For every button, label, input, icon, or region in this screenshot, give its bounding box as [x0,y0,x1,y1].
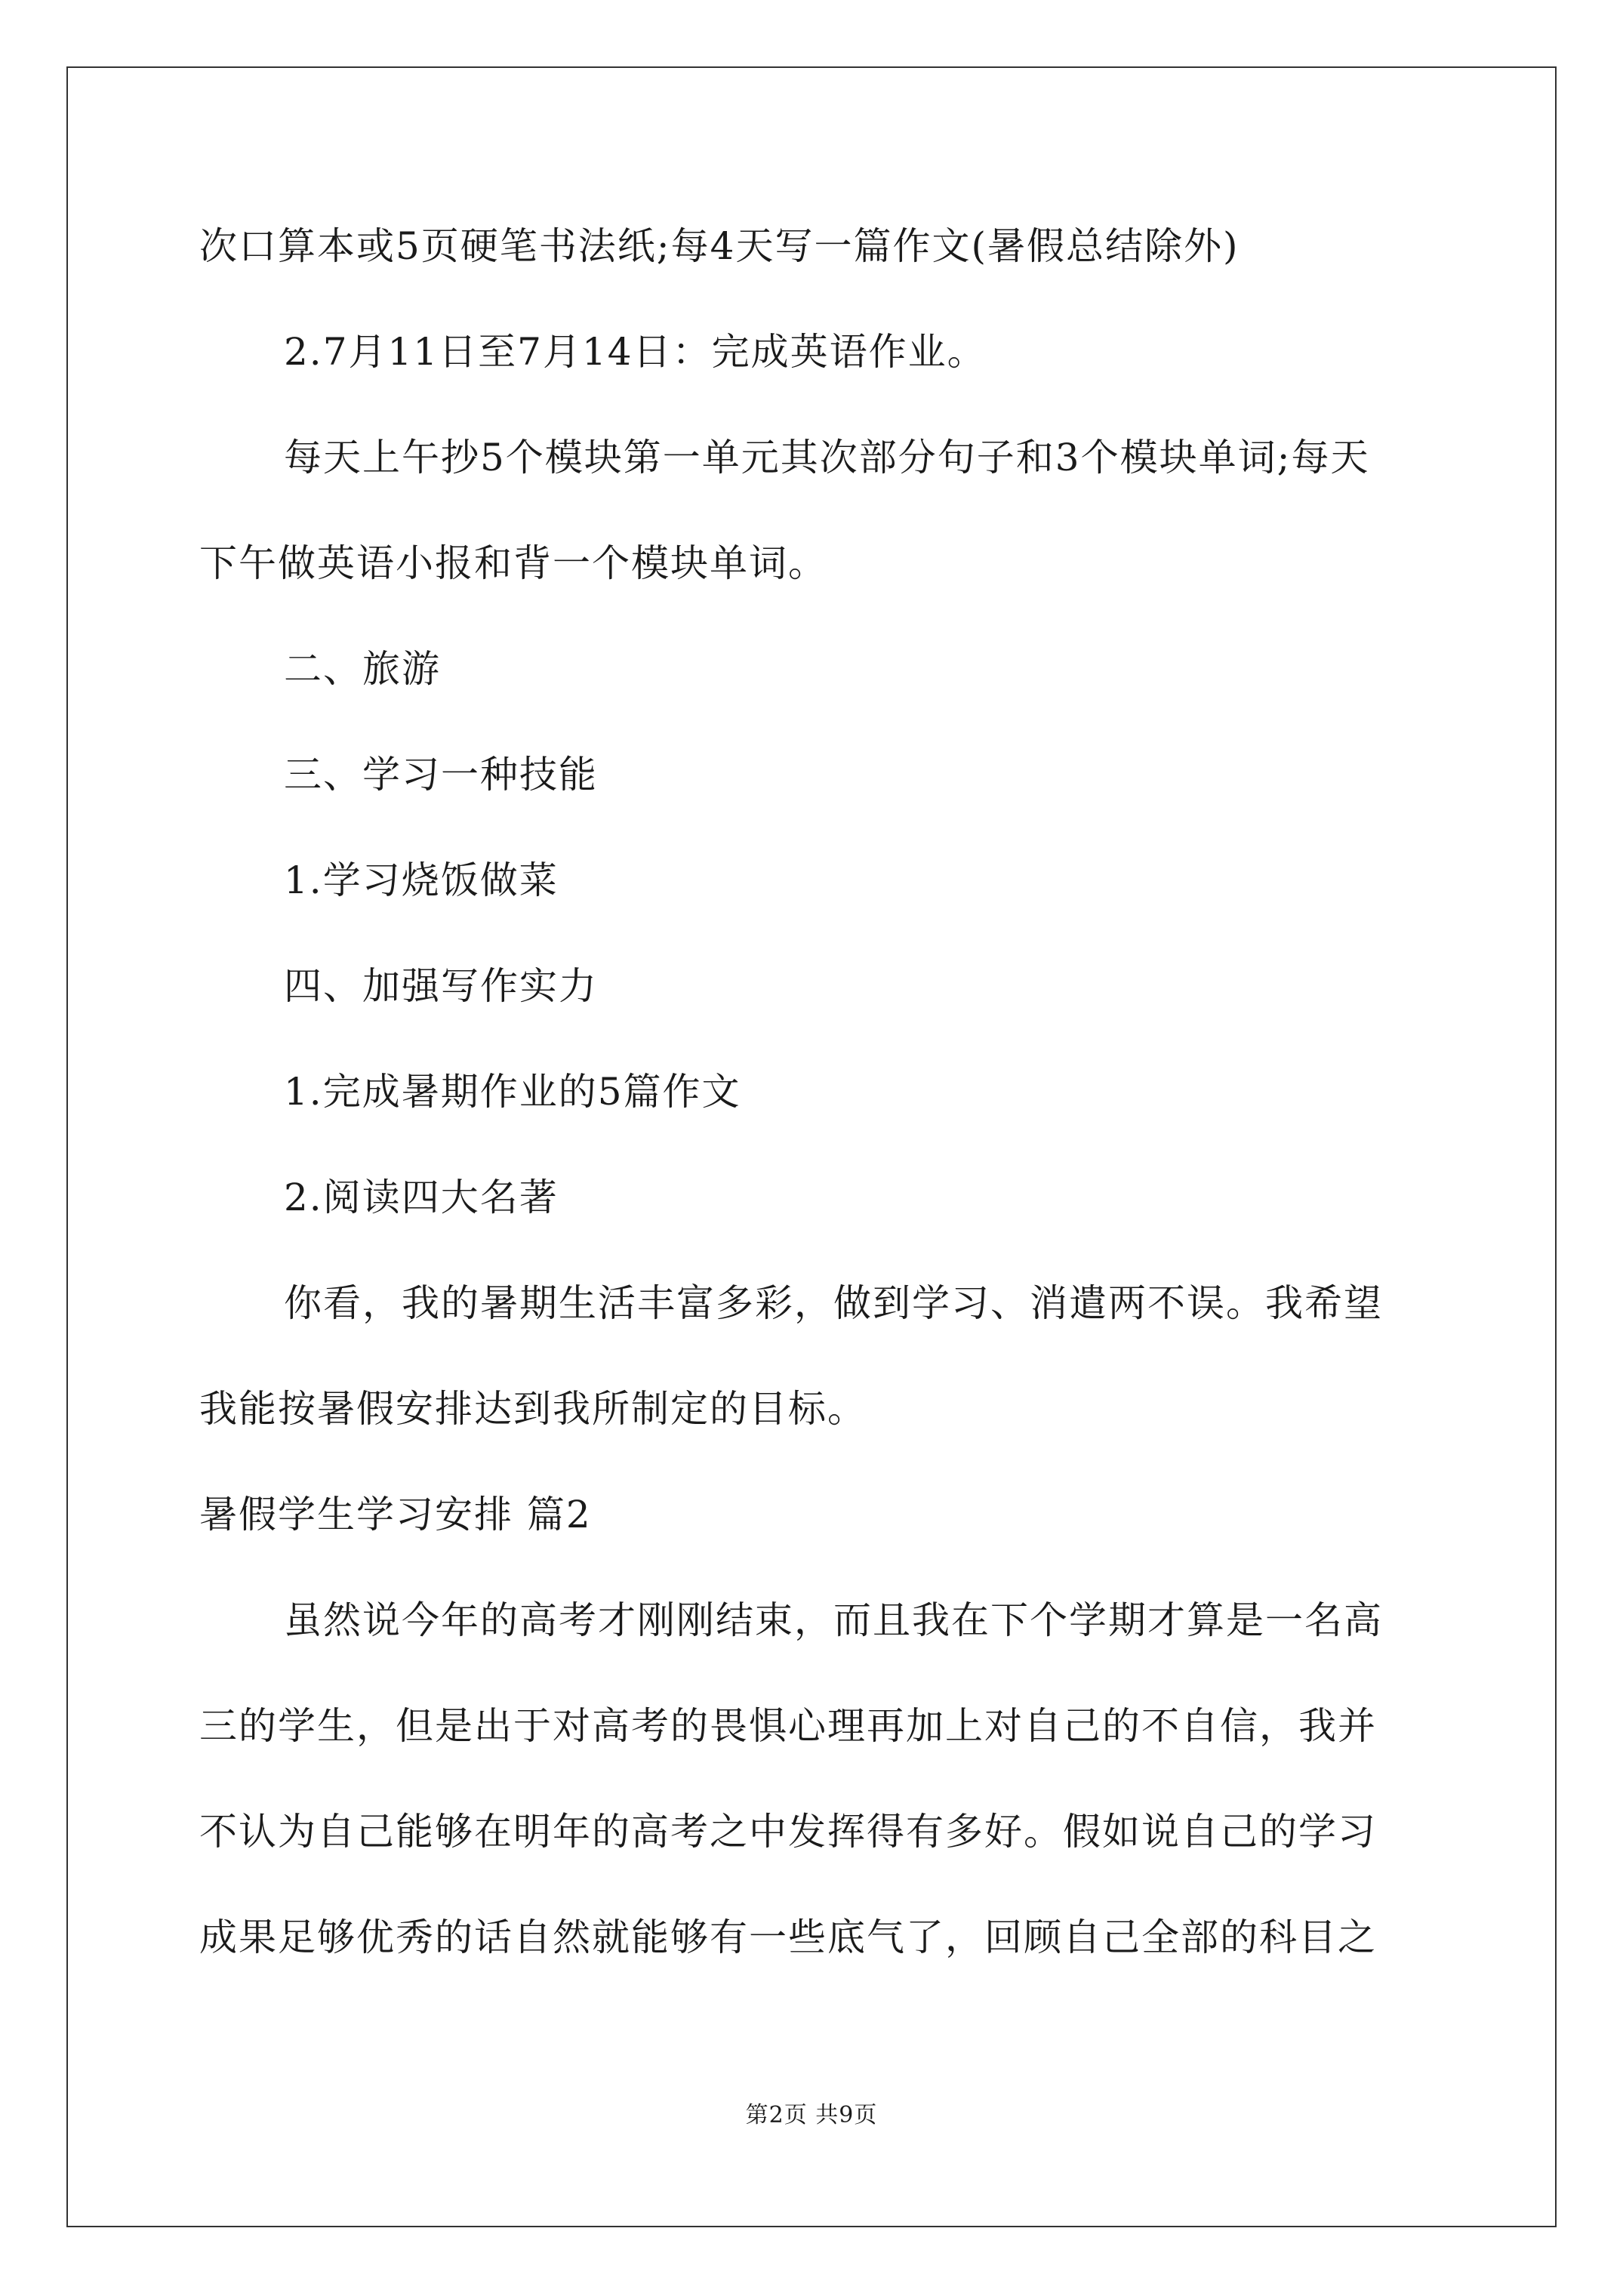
section-heading: 二、旅游 [284,647,441,691]
list-item: 1.完成暑期作业的5篇作文 [284,1070,741,1114]
section-heading: 三、学习一种技能 [284,753,598,797]
page-border [66,66,1557,2227]
section-heading: 四、加强写作实力 [284,964,598,1008]
body-text-line: 你看，我的暑期生活丰富多彩，做到学习、消遣两不误。我希望 [284,1281,1383,1325]
body-text-line: 三的学生，但是出于对高考的畏惧心理再加上对自己的不自信，我并 [199,1704,1377,1748]
body-text-line: 次口算本或5页硬笔书法纸;每4天写一篇作文(暑假总结除外) [199,224,1240,268]
page-number-footer: 第2页 共9页 [745,2102,878,2128]
body-text-line: 2.7月11日至7月14日：完成英语作业。 [284,330,987,374]
list-item: 1.学习烧饭做菜 [284,858,559,902]
body-text-line: 每天上午抄5个模块第一单元其次部分句子和3个模块单词;每天 [284,436,1370,479]
body-text-line: 虽然说今年的高考才刚刚结束，而且我在下个学期才算是一名高 [284,1598,1383,1642]
body-text-line: 下午做英语小报和背一个模块单词。 [199,541,827,585]
body-text-line: 我能按暑假安排达到我所制定的目标。 [199,1387,867,1431]
article-title: 暑假学生学习安排 篇2 [199,1493,592,1536]
body-text-line: 成果足够优秀的话自然就能够有一些底气了，回顾自己全部的科目之 [199,1915,1377,1959]
list-item: 2.阅读四大名著 [284,1176,559,1219]
body-text-line: 不认为自己能够在明年的高考之中发挥得有多好。假如说自己的学习 [199,1810,1377,1854]
